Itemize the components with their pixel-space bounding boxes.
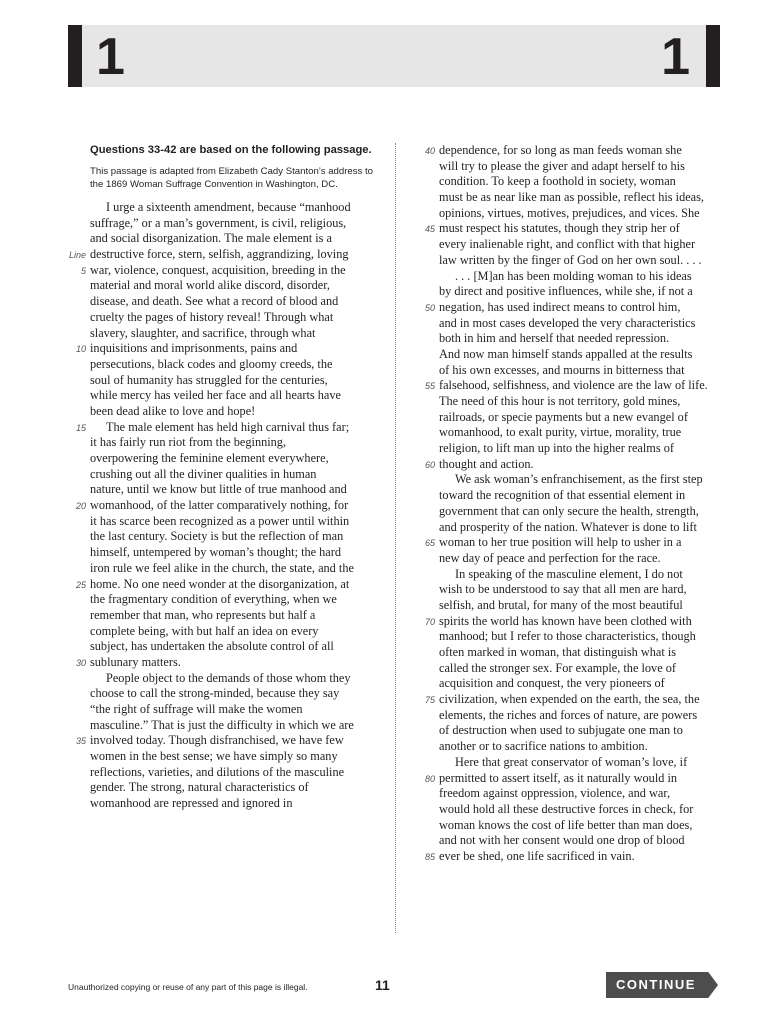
passage-line <box>90 561 380 577</box>
line-text: Here that great conservator of woman’s love, if <box>455 754 688 769</box>
line-text: railroads, or specie payments but a new evangel of <box>439 409 688 424</box>
left-column <box>68 143 380 812</box>
passage-line <box>90 373 380 389</box>
passage-line <box>439 441 729 457</box>
line-text: woman knows the cost of life better than man does, <box>439 817 693 832</box>
header-left-bar <box>68 25 82 87</box>
passage-line <box>439 410 729 426</box>
line-text: The male element has held high carnival thus far; <box>106 419 350 434</box>
passage-line <box>439 190 729 206</box>
page-number: 11 <box>375 977 390 993</box>
passage-line <box>424 535 729 551</box>
line-text: wish to be understood to say that all men are hard, <box>439 582 687 597</box>
passage-heading: Questions 33-42 are based on the following passage. <box>90 144 372 156</box>
line-number: 5 <box>80 265 86 276</box>
passage-line <box>439 159 729 175</box>
line-text: by direct and positive influences, while she, if not a <box>439 284 693 299</box>
passage-line <box>439 676 729 692</box>
line-number: 80 <box>424 773 435 784</box>
line-text: womanhood, to exalt purity, virtue, morality, true <box>439 425 682 440</box>
line-text: and in most cases developed the very characteristics <box>439 315 696 330</box>
line-text: And now man himself stands appalled at the results <box>439 346 693 361</box>
line-text: elements, the riches and forces of nature, are powers <box>439 707 698 722</box>
line-text: it has scarce been recognized as a power until within <box>90 513 350 528</box>
passage-line <box>424 378 729 394</box>
right-column <box>424 143 729 865</box>
section-number-left: 1 <box>96 28 125 86</box>
passage-line <box>439 253 729 269</box>
passage-line <box>90 388 380 404</box>
passage-line <box>68 247 380 263</box>
passage-line <box>90 467 380 483</box>
passage-line <box>90 357 380 373</box>
passage-left-lines <box>68 200 380 812</box>
line-text: . . . [M]an has been molding woman to his ideas <box>455 268 692 283</box>
passage-line <box>439 598 729 614</box>
line-text: must respect his statutes, though they strip her of <box>439 221 680 236</box>
continue-button[interactable] <box>606 972 718 998</box>
passage-line <box>439 347 729 363</box>
line-text: remember that man, who represents but half a <box>90 607 316 622</box>
passage-line <box>439 739 729 755</box>
line-text: toward the recognition of that essential element in <box>439 488 686 503</box>
line-text: We ask woman’s enfranchisement, as the first step <box>455 472 703 487</box>
line-number: 70 <box>424 616 435 627</box>
passage-line <box>90 278 380 294</box>
line-text: iron rule we feel alike in the church, the state, and the <box>90 560 354 575</box>
passage-line <box>90 765 380 781</box>
passage-line <box>424 692 729 708</box>
line-text: and prosperity of the nation. Whatever is done to lift <box>439 519 697 534</box>
passage-line <box>424 456 729 473</box>
passage-line <box>424 848 729 865</box>
line-text: I urge a sixteenth amendment, because “manhood <box>106 200 351 214</box>
passage-line <box>75 498 380 514</box>
line-text: persecutions, black codes and gloomy creeds, the <box>90 356 333 371</box>
line-text: womanhood are repressed and ignored in <box>90 796 293 811</box>
passage-line <box>90 608 380 624</box>
passage-line <box>90 702 380 718</box>
passage-line <box>90 294 380 310</box>
line-number: 40 <box>424 146 435 156</box>
passage-line <box>439 567 729 583</box>
line-text: masculine.” That is just the difficulty in which we are <box>90 717 354 732</box>
passage-line <box>90 780 380 796</box>
passage-line <box>75 733 380 749</box>
line-text: soul of humanity has struggled for the centuries, <box>90 372 328 387</box>
line-text: nature, until we know but little of true manhood and <box>90 482 347 497</box>
line-text: disease, and death. See what a record of blood and <box>90 294 339 309</box>
line-text: “the right of suffrage will make the women <box>90 702 303 716</box>
passage-line <box>90 435 380 451</box>
passage-line <box>90 639 380 655</box>
line-number: 65 <box>424 538 435 549</box>
line-number: 25 <box>75 579 86 590</box>
passage-line <box>439 331 729 347</box>
line-text: often marked in woman, that distinguish what is <box>439 645 677 659</box>
line-text: civilization, when expended on the earth, the sea, the <box>439 692 700 707</box>
passage-line <box>439 833 729 849</box>
passage-line <box>439 174 729 190</box>
passage-line <box>424 299 729 316</box>
line-number: 50 <box>424 302 435 313</box>
line-text: acquisition and conquest, the very pioneers of <box>439 676 665 691</box>
passage-line <box>439 708 729 724</box>
line-text: every inalienable right, and conflict with that higher <box>439 237 696 252</box>
line-text: material and moral world alike discord, disorder, <box>90 278 330 293</box>
passage-line <box>439 520 729 536</box>
line-number: 20 <box>75 501 86 512</box>
passage-line <box>439 755 729 771</box>
passage-line <box>90 718 380 734</box>
passage-line <box>439 818 729 834</box>
passage-line <box>90 482 380 498</box>
line-text: the last century. Society is but the reflection of man <box>90 529 344 544</box>
continue-label: CONTINUE <box>616 977 696 992</box>
line-text: overpowering the feminine element everywhere, <box>90 451 329 465</box>
passage-line <box>424 143 729 159</box>
line-text: gender. The strong, natural characteristics of <box>90 780 309 795</box>
line-number: 45 <box>424 224 435 235</box>
line-number: 35 <box>75 736 86 747</box>
line-number: 55 <box>424 381 435 392</box>
passage-line <box>90 200 380 216</box>
passage-line <box>439 582 729 598</box>
line-text: freedom against oppression, violence, and war, <box>439 786 671 801</box>
passage-right-lines <box>424 143 729 865</box>
line-text: cruelty the pages of history reveal! Through what <box>90 309 334 324</box>
passage-line <box>439 269 729 285</box>
passage-intro: This passage is adapted from Elizabeth Cady Stanton’s address to the 1869 Woman Suffrage Convention in Washington, DC. <box>90 166 374 190</box>
line-text: would hold all these destructive forces in check, for <box>439 801 694 816</box>
passage-line <box>75 654 380 671</box>
line-text: The need of this hour is not territory, gold mines, <box>439 394 681 408</box>
line-text: negation, has used indirect means to control him, <box>439 299 681 314</box>
line-text: complete being, with but half an idea on every <box>90 623 319 638</box>
line-text: destructive force, stern, selfish, aggrandizing, loving <box>90 247 349 262</box>
line-text: reflections, varieties, and dilutions of the masculine <box>90 764 345 779</box>
passage-line <box>75 576 380 593</box>
line-text: another or to sacrifice nations to ambition. <box>439 739 648 754</box>
line-text: dependence, for so long as man feeds woman she <box>439 143 682 157</box>
line-text: crushing out all the diviner qualities in human <box>90 466 317 481</box>
passage-line <box>424 221 729 237</box>
line-text: opinions, virtues, motives, prejudices, and vices. She <box>439 205 700 220</box>
line-text: and social disorganization. The male element is a <box>90 231 332 246</box>
passage-line <box>439 284 729 300</box>
line-text: suffrage,” or a man’s government, is civil, religious, <box>90 215 347 230</box>
line-number: 30 <box>75 657 86 668</box>
passage-line <box>90 592 380 608</box>
line-text: religion, to lift man up into the higher realms of <box>439 441 674 456</box>
passage-line <box>439 551 729 567</box>
passage-line <box>90 545 380 561</box>
line-text: woman to her true position will help to usher in a <box>439 535 682 550</box>
passage-line <box>90 310 380 326</box>
line-text: while mercy has veiled her face and all hearts have <box>90 388 341 403</box>
passage-line <box>90 216 380 232</box>
line-text: involved today. Though disfranchised, we have few <box>90 733 344 748</box>
line-text: war, violence, conquest, acquisition, breeding in the <box>90 262 346 277</box>
line-text: and not with her consent would one drop of blood <box>439 833 685 848</box>
passage-line <box>439 363 729 379</box>
passage-line <box>439 206 729 222</box>
line-text: thought and action. <box>439 456 534 471</box>
passage-line <box>90 404 380 420</box>
passage-line <box>90 529 380 545</box>
line-number: 75 <box>424 695 435 706</box>
passage-line <box>90 451 380 467</box>
passage-line <box>439 645 729 661</box>
passage-line <box>439 394 729 410</box>
line-text: permitted to assert itself, as it naturally would in <box>439 770 678 785</box>
line-text: womanhood, of the latter comparatively nothing, for <box>90 498 349 513</box>
passage-line <box>439 237 729 253</box>
passage-line <box>90 671 380 687</box>
header-right-bar <box>706 25 720 87</box>
line-text: home. No one need wonder at the disorganization, at <box>90 576 350 591</box>
line-text: both in him and herself that needed repression. <box>439 331 670 346</box>
passage-line <box>439 472 729 488</box>
passage-line <box>90 514 380 530</box>
line-text: law written by the finger of God on her own soul. . . . <box>439 252 702 267</box>
passage-line <box>90 231 380 247</box>
copyright-notice: Unauthorized copying or reuse of any part of this page is illegal. <box>68 982 308 992</box>
line-text: ever be shed, one life sacrificed in vain. <box>439 848 635 863</box>
line-text: the fragmentary condition of everything, when we <box>90 592 337 607</box>
passage-line <box>439 661 729 677</box>
passage-line <box>439 504 729 520</box>
section-number-right: 1 <box>661 28 690 86</box>
passage-line <box>90 624 380 640</box>
line-text: himself, untempered by woman’s thought; the hard <box>90 545 342 560</box>
passage-line <box>439 425 729 441</box>
line-number: 60 <box>424 459 435 470</box>
line-text: sublunary matters. <box>90 654 181 669</box>
passage-line <box>90 686 380 702</box>
line-text: spirits the world has known have been clothed with <box>439 613 692 628</box>
passage-line <box>439 723 729 739</box>
line-text: will try to please the giver and adapt herself to his <box>439 158 685 173</box>
line-text: been dead alike to love and hope! <box>90 403 256 418</box>
line-text: slavery, slaughter, and sacrifice, through what <box>90 325 316 340</box>
line-number: 10 <box>75 344 86 355</box>
line-text: falsehood, selfishness, and violence are the law of life. <box>439 378 708 393</box>
line-text: women in the best sense; we have simply so many <box>90 749 338 764</box>
column-divider <box>395 143 396 933</box>
line-text: it has fairly run riot from the beginning, <box>90 435 287 450</box>
line-text: inquisitions and imprisonments, pains and <box>90 341 298 356</box>
passage-line <box>80 262 380 279</box>
line-text: subject, has undertaken the absolute control of all <box>90 639 334 654</box>
line-number: 15 <box>75 422 86 433</box>
passage-line <box>424 613 729 630</box>
passage-line <box>439 316 729 332</box>
line-number: 85 <box>424 851 435 862</box>
passage-line <box>90 796 380 812</box>
line-text: government that can only secure the health, strength, <box>439 503 699 518</box>
section-header <box>68 25 720 87</box>
passage-line <box>439 488 729 504</box>
passage-line <box>75 419 380 436</box>
passage-line <box>439 786 729 802</box>
line-text: condition. To keep a foothold in society, woman <box>439 174 676 189</box>
line-text: People object to the demands of those whom they <box>106 670 351 685</box>
line-text: new day of peace and perfection for the race. <box>439 550 661 565</box>
line-text: choose to call the strong-minded, because they say <box>90 686 340 701</box>
passage-line <box>90 326 380 342</box>
line-text: of his own excesses, and mourns in bitterness that <box>439 362 685 377</box>
line-text: must be as near like man as possible, reflect his ideas, <box>439 190 704 205</box>
line-label: Line <box>68 250 86 261</box>
line-text: In speaking of the masculine element, I do not <box>455 566 683 581</box>
passage-line <box>439 629 729 645</box>
line-text: of destruction when used to subjugate one man to <box>439 723 683 738</box>
line-text: selfish, and brutal, for many of the most beautiful <box>439 597 683 612</box>
passage-line <box>90 749 380 765</box>
line-text: called the stronger sex. For example, the love of <box>439 660 676 675</box>
line-text: manhood; but I refer to those characteristics, though <box>439 629 696 644</box>
passage-line <box>439 802 729 818</box>
passage-line <box>424 770 729 787</box>
passage-line <box>75 341 380 357</box>
